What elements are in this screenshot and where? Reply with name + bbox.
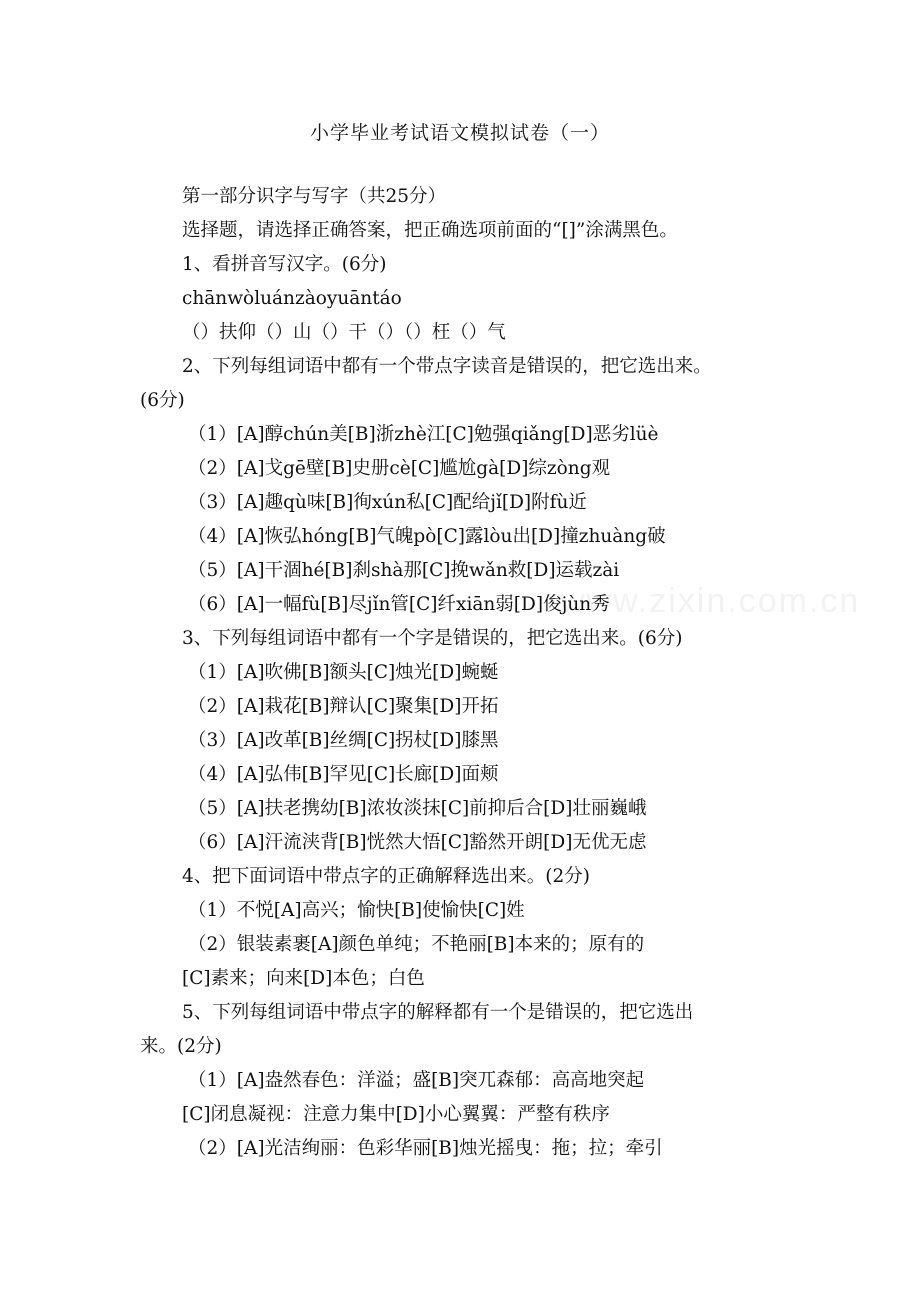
question-1-blanks: （）扶仰（）山（）干（）（）枉（）气 [182,322,506,343]
question-2-item-4: （4）[A]恢弘hóng[B]气魄pò[C]露lòu出[D]撞zhuàng破 [188,526,666,547]
question-1-pinyin: chānwòluánzàoyuāntáo [182,288,402,309]
document-body [140,180,830,1166]
document-title: 小学毕业考试语文模拟试卷（一） [309,122,610,144]
question-5-item-1: （1）[A]盎然春色：洋溢；盛[B]突兀森郁：高高地突起 [188,1070,645,1091]
question-5-item-2: （2）[A]光洁绚丽：色彩华丽[B]烛光摇曳：拖；拉；牵引 [188,1138,663,1159]
question-2-item-5: （5）[A]干涸hé[B]刹shà那[C]挽wǎn救[D]运载zài [188,560,620,581]
question-4-item-2-cont: [C]素来；向来[D]本色；白色 [182,968,425,989]
question-5-item-1-cont: [C]闭息凝视：注意力集中[D]小心翼翼：严整有秩序 [182,1104,610,1125]
question-3-item-4: （4）[A]弘伟[B]罕见[C]长廊[D]面颊 [188,764,499,785]
question-3-item-1: （1）[A]吹佛[B]额头[C]烛光[D]蜿蜒 [188,662,499,683]
question-3-item-3: （3）[A]改革[B]丝绸[C]拐杖[D]膝黑 [188,730,499,751]
watermark-text: www.zixin.com.cn [560,582,861,620]
question-4-item-2: （2）银装素裹[A]颜色单纯；不艳丽[B]本来的；原有的 [188,934,645,955]
question-2-item-3: （3）[A]趣qù味[B]徇xún私[C]配给jǐ[D]附fù近 [188,492,587,513]
question-3-item-6: （6）[A]汗流浃背[B]恍然大悟[C]豁然开朗[D]无优无虑 [188,832,647,853]
question-4: 4、把下面词语中带点字的正确解释选出来。(2分) [182,866,590,887]
question-2-item-1: （1）[A]醇chún美[B]浙zhè江[C]勉强qiǎng[D]恶劣lüè [188,424,659,445]
question-3-item-2: （2）[A]栽花[B]辩认[C]聚集[D]开拓 [188,696,499,717]
question-3: 3、下列每组词语中都有一个字是错误的，把它选出来。(6分) [182,628,683,649]
question-5-points: 来。(2分) [140,1036,222,1057]
question-2-points: (6分) [140,390,185,411]
question-3-item-5: （5）[A]扶老携幼[B]浓妆淡抹[C]前抑后合[D]壮丽巍峨 [188,798,647,819]
instruction-line: 选择题，请选择正确答案，把正确选项前面的“[]”涂满黑色。 [182,220,678,241]
question-2-item-2: （2）[A]戈gē壁[B]史册cè[C]尴尬gà[D]综zòng观 [188,458,611,479]
section-heading: 第一部分识字与写字（共25分） [182,186,447,207]
question-5: 5、下列每组词语中带点字的解释都有一个是错误的，把它选出 [182,1002,694,1023]
question-2: 2、下列每组词语中都有一个带点字读音是错误的，把它选出来。 [182,356,712,377]
question-1: 1、看拼音写汉字。(6分) [182,254,387,275]
question-2-item-6: （6）[A]一幅fù[B]尽jǐn管[C]纤xiān弱[D]俊jùn秀 [188,594,610,615]
question-4-item-1: （1）不悦[A]高兴；愉快[B]使愉快[C]姓 [188,900,525,921]
